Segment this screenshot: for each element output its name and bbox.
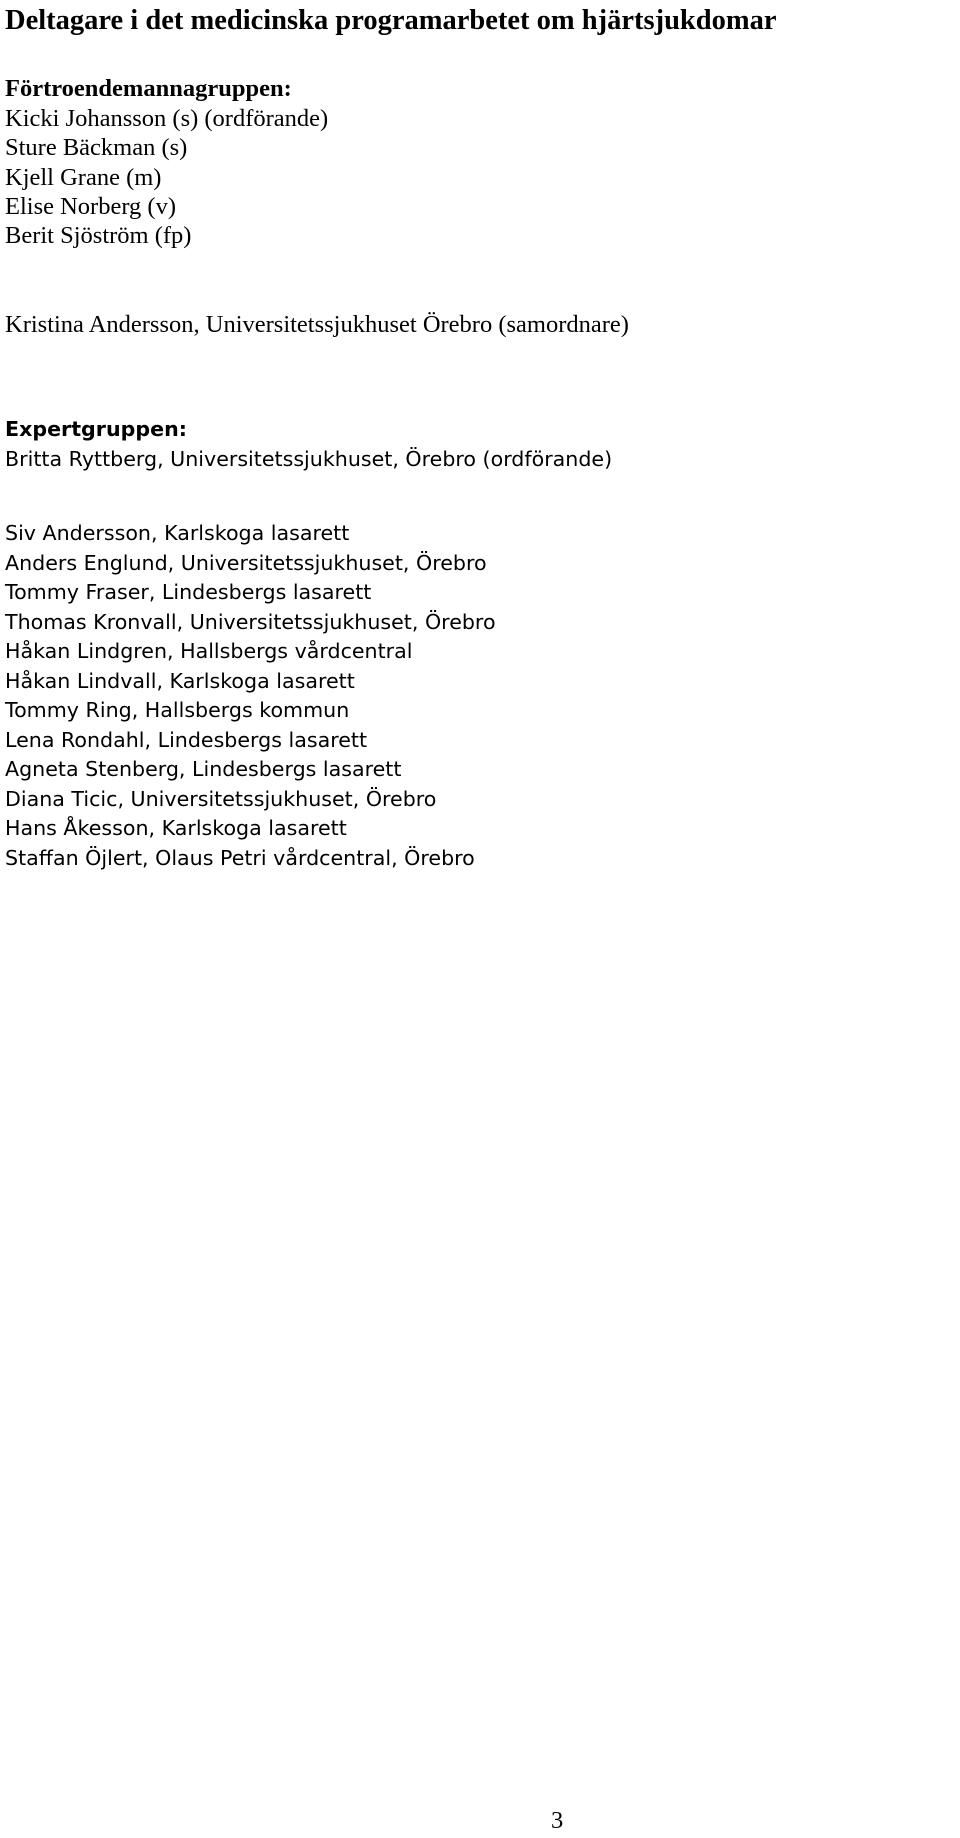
list-item: Staffan Öjlert, Olaus Petri vårdcentral, Örebro xyxy=(5,845,475,870)
list-item: Elise Norberg (v) xyxy=(5,192,176,220)
experts-list xyxy=(5,519,496,873)
list-item: Lena Rondahl, Lindesbergs lasarett xyxy=(5,727,368,752)
list-item: Siv Andersson, Karlskoga lasarett xyxy=(5,521,350,545)
expert-chair: Britta Ryttberg, Universitetssjukhuset, Örebro (ordförande) xyxy=(5,447,613,471)
list-item: Berit Sjöström (fp) xyxy=(5,222,192,250)
trustees-heading: Förtroendemannagruppen: xyxy=(5,75,292,102)
list-item: Thomas Kronvall, Universitetssjukhuset, Örebro xyxy=(5,609,496,634)
list-item: Håkan Lindgren, Hallsbergs vårdcentral xyxy=(5,639,413,663)
list-item: Anders Englund, Universitetssjukhuset, Örebro xyxy=(5,550,487,575)
page-number: 3 xyxy=(551,1807,564,1834)
list-item: Tommy Ring, Hallsbergs kommun xyxy=(5,698,350,722)
experts-heading: Expertgruppen: xyxy=(5,417,187,441)
document-title: Deltagare i det medicinska programarbetet om hjärtsjukdomar xyxy=(5,5,777,36)
trustees-list xyxy=(5,104,328,250)
list-item: Kicki Johansson (s) (ordförande) xyxy=(5,105,329,132)
list-item: Diana Ticic, Universitetssjukhuset, Örebro xyxy=(5,786,437,811)
list-item: Kjell Grane (m) xyxy=(5,163,162,191)
list-item: Håkan Lindvall, Karlskoga lasarett xyxy=(5,668,355,693)
list-item: Sture Bäckman (s) xyxy=(5,134,188,162)
list-item: Hans Åkesson, Karlskoga lasarett xyxy=(5,816,347,840)
list-item: Tommy Fraser, Lindesbergs lasarett xyxy=(5,580,372,604)
list-item: Agneta Stenberg, Lindesbergs lasarett xyxy=(5,757,402,781)
coordinator-line: Kristina Andersson, Universitetssjukhuset Örebro (samordnare) xyxy=(5,311,629,338)
